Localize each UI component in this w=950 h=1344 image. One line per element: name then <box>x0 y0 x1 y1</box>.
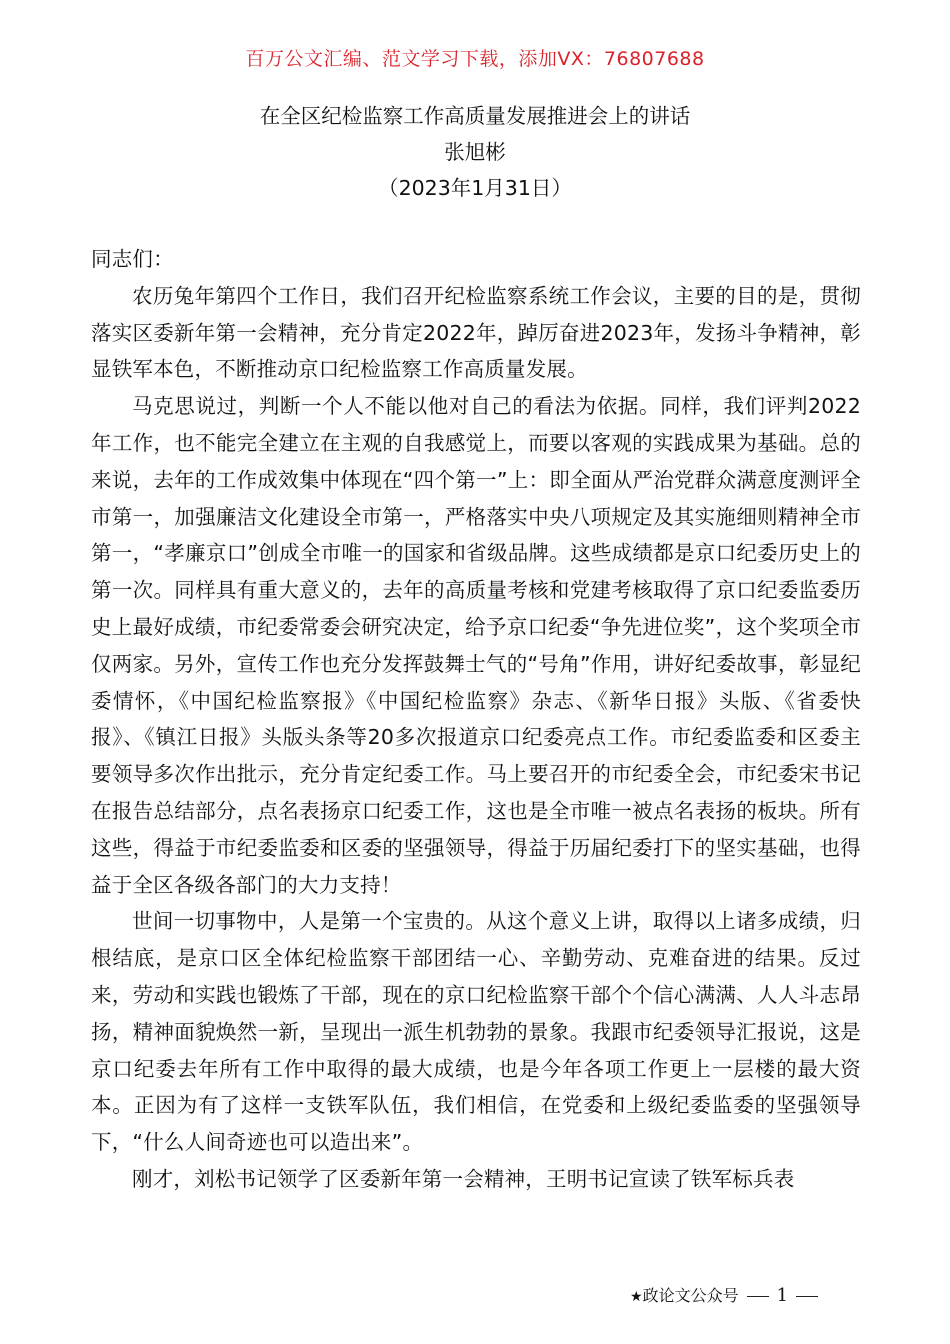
page-number: 1 <box>776 1285 789 1306</box>
salutation: 同志们： <box>91 247 174 271</box>
speech-date: （2023年1月31日） <box>378 176 572 200</box>
footer-dash-right <box>796 1296 818 1297</box>
title-block <box>0 98 950 206</box>
body-paragraph: 农历兔年第四个工作日，我们召开纪检监察系统工作会议，主要的目的是，贯彻落实区委新年第一会精神，充分肯定2022年，踔厉奋进2023年，发扬斗争精神，彰显铁军本色，不断推动京口纪检监察工作高质量发展。 <box>91 283 861 382</box>
speech-title: 在全区纪检监察工作高质量发展推进会上的讲话 <box>259 104 691 128</box>
body-paragraph: 马克思说过，判断一个人不能以他对自己的看法为依据。同样，我们评判2022年工作，也不能完全建立在主观的自我感觉上，而要以客观的实践成果为基础。总的来说，去年的工作成效集中体现在“四个第一”上：即全面从严治党群众满意度测评全市第一，加强廉洁文化建设全市第一，严格落实中央八项规定及其实施细则精神全市第一，“孝廉京口”创成全市唯一的国家和省级品牌。这些成绩都是京口纪委历史上的第一次。同样具有重大意义的，去年的高质量考核和党建考核取得了京口纪委监委历史上最好成绩，市纪委常委会研究决定，给予京口纪委“争先进位奖”，这个奖项全市仅两家。另外，宣传工作也充分发挥鼓舞士气的“号角”作用，讲好纪委故事，彰显纪委情怀，《中国纪检监察报》《中国纪检监察》杂志、《新华日报》头版、《省委快报》、《镇江日报》头版头条等20多次报道京口纪委亮点工作。市纪委监委和区委主要领导多次作出批示，充分肯定纪委工作。马上要召开的市纪委全会，市纪委宋书记在报告总结部分，点名表扬京口纪委工作，这也是全市唯一被点名表扬的板块。所有这些，得益于市纪委监委和区委的坚强领导，得益于历届纪委打下的坚实基础，也得益于全区各级各部门的大力支持！ <box>91 394 861 897</box>
footer-dash-left <box>747 1296 769 1297</box>
speech-author: 张旭彬 <box>444 140 506 164</box>
footer-source: 政论文公众号 <box>642 1286 739 1305</box>
body-paragraph: 世间一切事物中，人是第一个宝贵的。从这个意义上讲，取得以上诸多成绩，归根结底，是京口区全体纪检监察干部团结一心、辛勤劳动、克难奋进的结果。反过来，劳动和实践也锻炼了干部，现在的京口纪检监察干部个个信心满满、人人斗志昂扬，精神面貌焕然一新，呈现出一派生机勃勃的景象。我跟市纪委领导汇报说，这是京口纪委去年所有工作中取得的最大成绩，也是今年各项工作更上一层楼的最大资本。正因为有了这样一支铁军队伍，我们相信，在党委和上级纪委监委的坚强领导下，“什么人间奇迹也可以造出来”。 <box>91 909 861 1155</box>
header-promo-note: 百万公文汇编、范文学习下载，添加VX：76807688 <box>245 48 705 70</box>
star-icon: ★ <box>630 1289 643 1305</box>
speech-body <box>91 241 861 1198</box>
page-footer <box>630 1283 870 1309</box>
body-paragraph: 刚才，刘松书记领学了区委新年第一会精神，王明书记宣读了铁军标兵表 <box>132 1166 795 1191</box>
